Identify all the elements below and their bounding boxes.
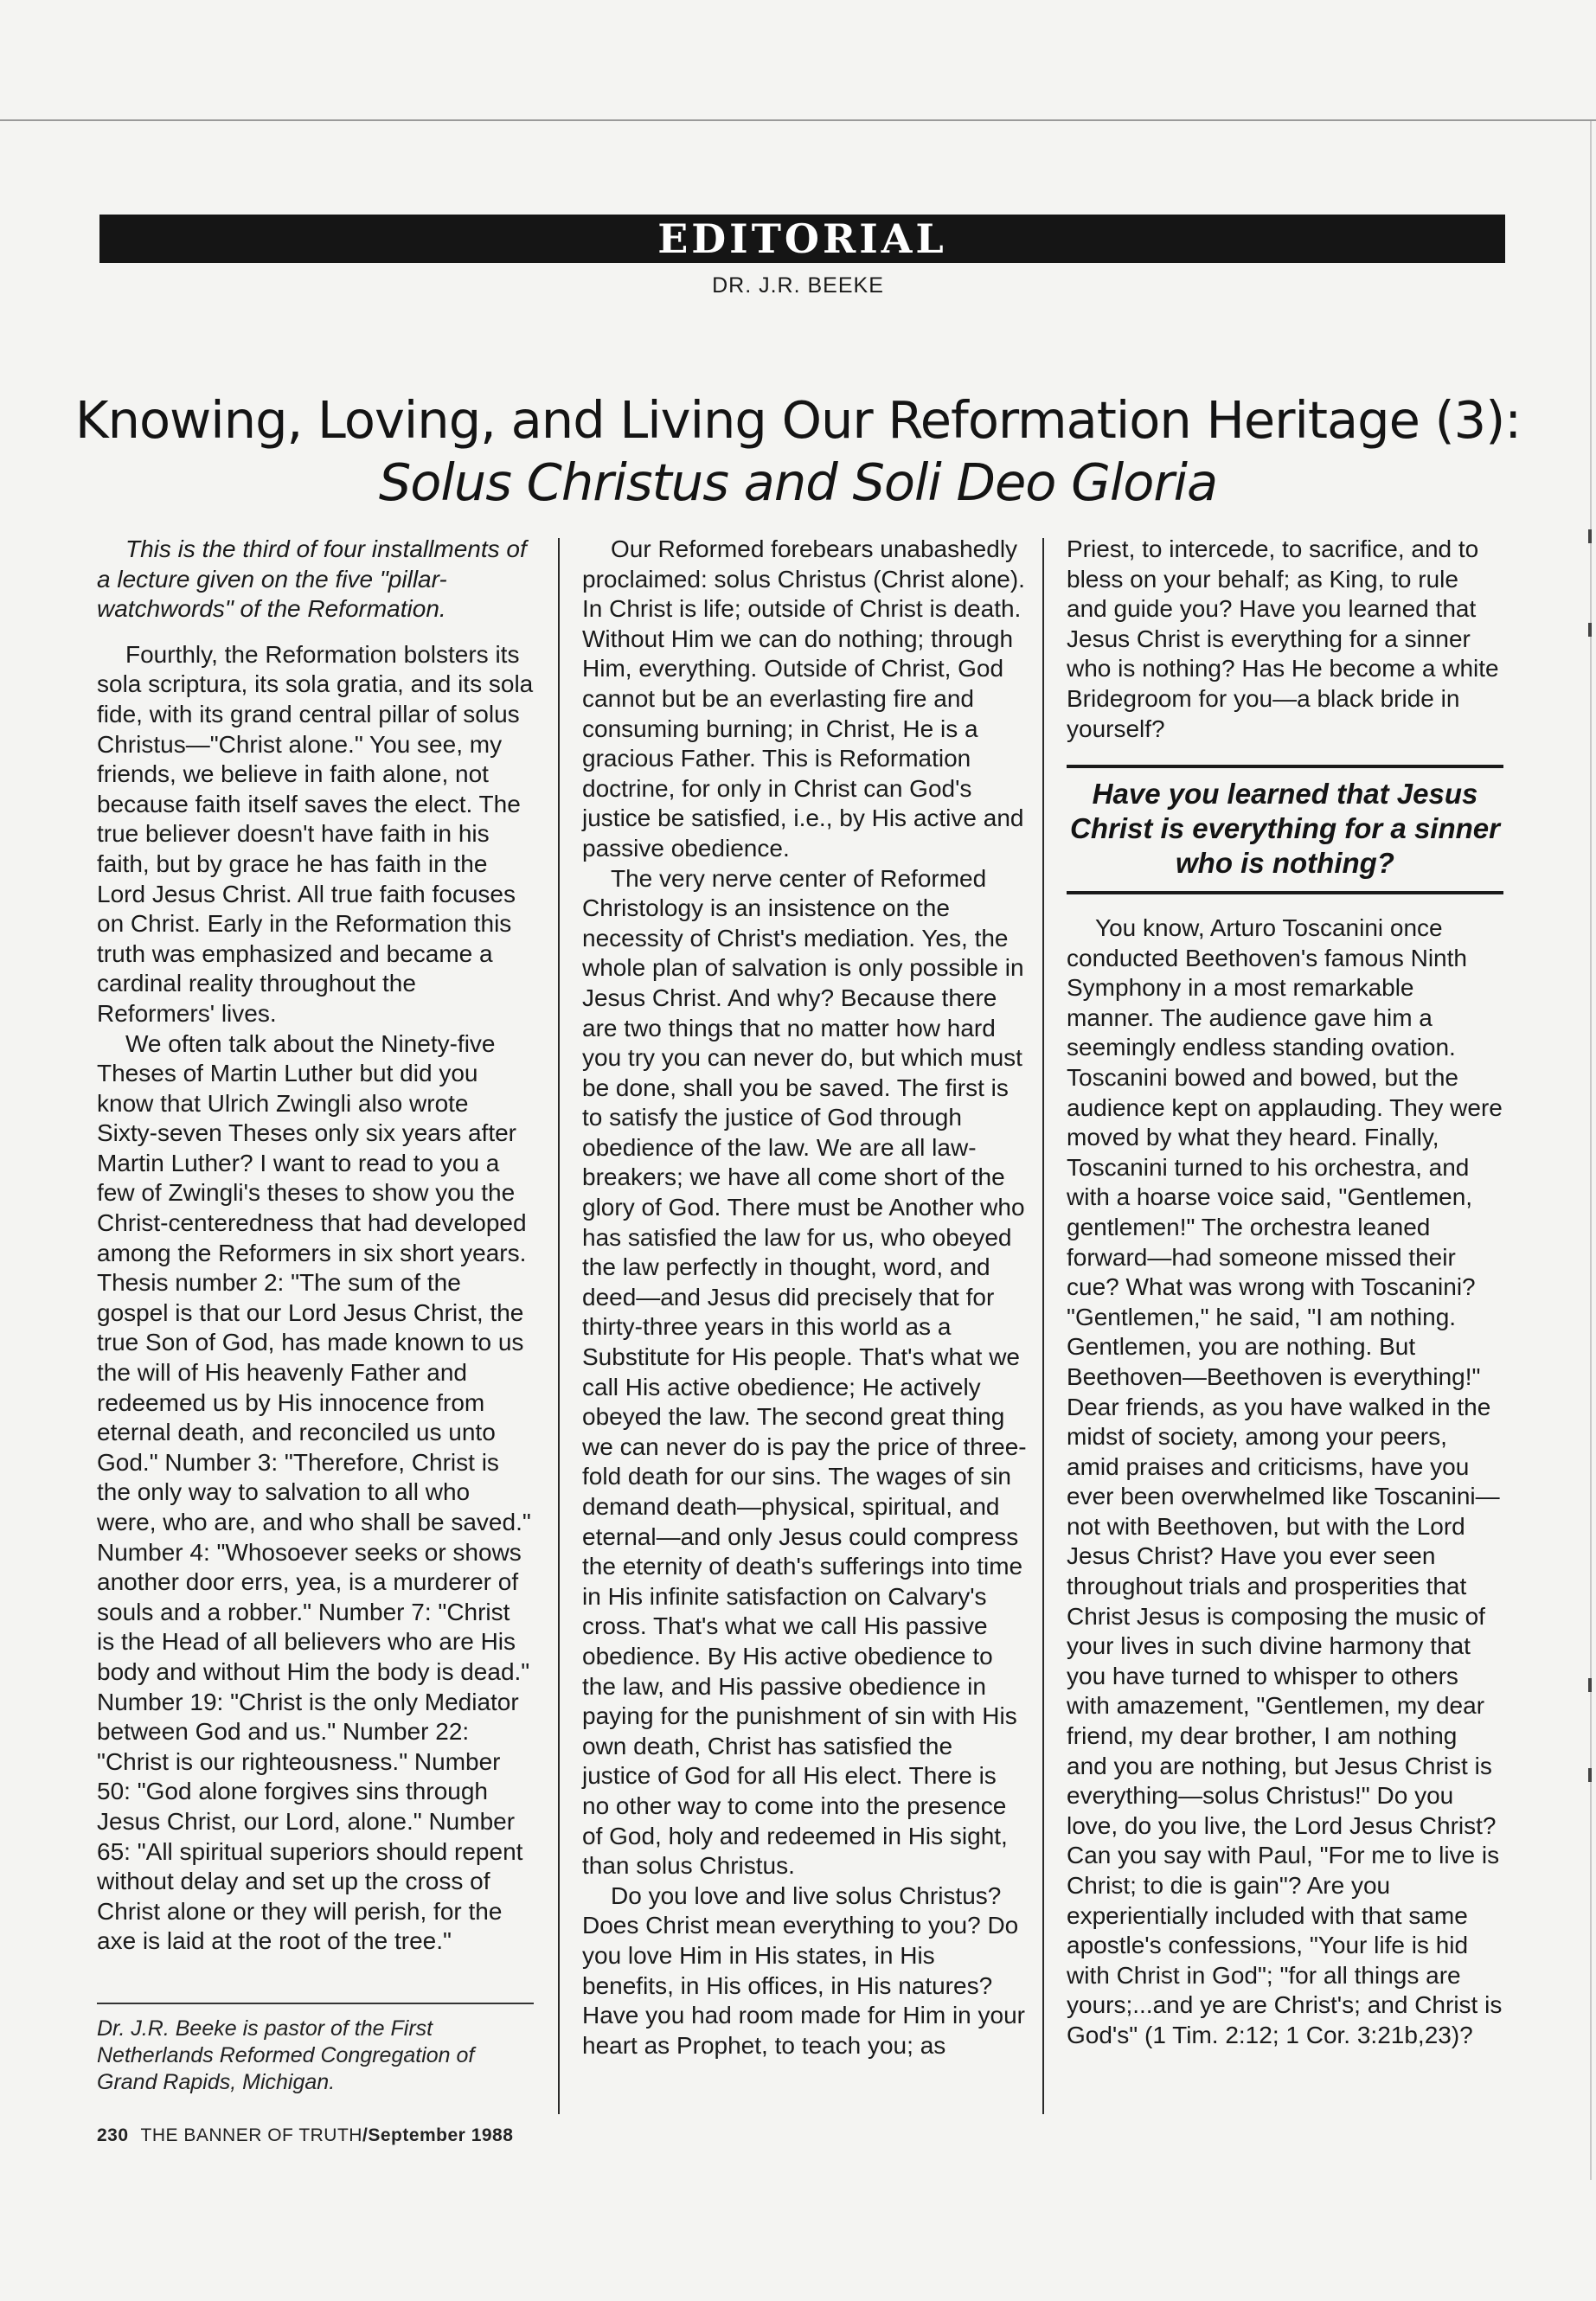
paragraph: Do you love and live solus Christus? Does Christ mean everything to you? Do you love Him in His states, in His benefits, in His offices, in His natures? Have you had room made for Him in your heart as Prophet, to teach you; as	[582, 1881, 1025, 2059]
pullquote-rule-bottom	[1067, 891, 1503, 894]
margin-mark	[1588, 1768, 1592, 1782]
paragraph: We often talk about the Ninety-five Theses of Martin Luther but did you know that Ulrich Zwingli also wrote Sixty-seven Theses only six years after Martin Luther? I want to read to you a few of Zwingli's theses to show you the Christ-centeredness that had developed among the Reformers in six short years. Thesis number 2: "The sum of the gospel is that our Lord Jesus Christ, the true Son of God, has made known to us the will of His heavenly Father and redeemed us by His innocence from eternal death, and reconciled us unto God." Number 3: "Therefore, Christ is the only way to salvation to all who were, who are, and who shall be saved." Number 4: "Whosoever seeks or shows another door errs, yea, is a murderer of souls and a robber." Number 7: "Christ is the Head of all believers who are His body and without Him the body is dead." Number 19: "Christ is the only Mediator between God and us." Number 22: "Christ is our righteousness." Number 50: "God alone forgives sins through Jesus Christ, our Lord, alone." Number 65: "All spiritual superiors should repent without delay and set up the cross of Christ alone or they will perish, for the axe is laid at the root of the tree."	[97, 1029, 531, 1955]
margin-mark	[1588, 529, 1592, 543]
paragraph: Our Reformed forebears unabashedly proclaimed: solus Christus (Christ alone). In Christ is life; outside of Christ is death. Without Him we can do nothing; through Him, everything. Outside of Christ, God cannot but be an everlasting fire and consuming burning; in Christ, He is a gracious Father. This is Reformation doctrine, for only in Christ can God's justice be satisfied, i.e., by His active and passive obedience.	[582, 535, 1025, 862]
page-footer	[97, 2125, 513, 2146]
issue-date: /September 1988	[362, 2125, 514, 2145]
bio-divider	[97, 2003, 534, 2004]
paragraph: Priest, to intercede, to sacrifice, and to bless on your behalf; as King, to rule and guide you? Have you learned that Jesus Christ is everything for a sinner who is nothing? Has He become a white Bridegroom for you—a black bride in yourself?	[1067, 535, 1499, 742]
column-divider-2	[1042, 538, 1044, 2114]
intro-note: This is the third of four installments of a lecture given on the five "pillar-watchwords" of the Reformation.	[97, 535, 527, 623]
margin-mark	[1588, 1678, 1592, 1692]
page-number: 230	[97, 2125, 129, 2145]
pull-quote: Have you learned that Jesus Christ is everything for a sinner who is nothing?	[1070, 778, 1500, 879]
column-1	[97, 535, 534, 1957]
column-2	[582, 535, 1028, 2061]
margin-mark	[1588, 623, 1592, 637]
publication-name: THE BANNER OF TRUTH	[140, 2125, 362, 2145]
column-divider-1	[558, 538, 560, 2114]
paragraph: You know, Arturo Toscanini once conducted Beethoven's famous Ninth Symphony in a most remarkable manner. The audience gave him a seemingly endless standing ovation. Toscanini bowed and bowed, but the audience kept on applauding. They were moved by what they heard. Finally, Toscanini turned to his orchestra, and with a hoarse voice said, "Gentlemen, gentlemen!" The orchestra leaned forward—had someone missed their cue? What was wrong with Toscanini? "Gentlemen," he said, "I am nothing. Gentlemen, you are nothing. But Beethoven—Beethoven is everything!" Dear friends, as you have walked in the midst of society, among your peers, amid praises and criticisms, have you ever been overwhelmed like Toscanini—not with Beethoven, but with the Lord Jesus Christ? Have you ever seen throughout trials and prosperities that Christ Jesus is composing the music of your lives in such divine harmony that you have turned to whisper to others with amazement, "Gentlemen, my dear friend, my dear brother, I am nothing and you are nothing, but Jesus Christ is everything—solus Christus!" Do you love, do you live, the Lord Jesus Christ? Can you say with Paul, "For me to live is Christ; to die is gain"? Are you experientially included with that same apostle's confessions, "Your life is hid with Christ in God"; "for all things are yours;...and ye are Christ's; and Christ is God's" (1 Tim. 2:12; 1 Cor. 3:21b,23)?	[1067, 914, 1503, 2048]
byline: DR. J.R. BEEKE	[712, 273, 884, 298]
title-line-2: Solus Christus and Soli Deo Gloria	[378, 452, 1218, 512]
top-rule	[0, 119, 1596, 121]
article-title	[0, 389, 1596, 514]
paragraph: Fourthly, the Reformation bolsters its sola scriptura, its sola gratia, and its sola fide, with its grand central pillar of solus Christus—"Christ alone." You see, my friends, we believe in faith alone, not because faith itself saves the elect. The true believer doesn't have faith in his faith, but by grace he has faith in the Lord Jesus Christ. All true faith focuses on Christ. Early in the Reformation this truth was emphasized and became a cardinal reality throughout the Reformers' lives.	[97, 640, 534, 1027]
column-3	[1067, 535, 1503, 744]
section-banner: EDITORIAL	[99, 215, 1505, 263]
title-line-1: Knowing, Loving, and Living Our Reformation Heritage (3):	[74, 390, 1522, 450]
paragraph: The very nerve center of Reformed Christology is an insistence on the necessity of Christ's mediation. Yes, the whole plan of salvation is only possible in Jesus Christ. And why? Because there are two things that no matter how hard you try you can never do, but which must be done, shall you be saved. The first is to satisfy the justice of God through obedience of the law. We are all law-breakers; we have all come short of the glory of God. There must be Another who has satisfied the law for us, who obeyed the law perfectly in thought, word, and deed—and Jesus did precisely that for thirty-three years in this world as a Substitute for His people. That's what we call His active obedience; He actively obeyed the law. The second great thing we can never do is pay the price of three-fold death for our sins. The wages of sin demand death—physical, spiritual, and eternal—and only Jesus could compress the eternity of death's sufferings into time in His infinite satisfaction on Calvary's cross. That's what we call His passive obedience. By His active obedience to the law, and His passive obedience in paying for the punishment of sin with His own death, Christ has satisfied the justice of God for all His elect. There is no other way to come into the presence of God, holy and redeemed in His sight, than solus Christus.	[582, 864, 1027, 1880]
column-3-continued	[1067, 913, 1503, 2051]
pullquote-rule-top	[1067, 765, 1503, 768]
author-bio: Dr. J.R. Beeke is pastor of the First Netherlands Reformed Congregation of Grand Rapids, Michigan.	[97, 2016, 475, 2094]
